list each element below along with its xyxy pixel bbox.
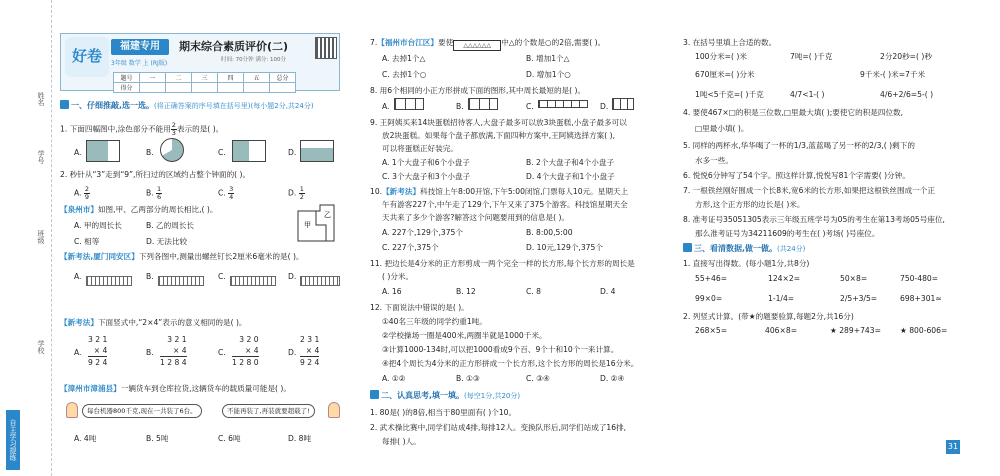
q11-stem-line1: 11. 把边长是4分米的正方形剪成一两个完全一样的长方形,每个长方形的周长是 (370, 259, 635, 268)
fill-q3-item: 1吨<5千克=( )千克 (695, 90, 764, 99)
q10-stem-line3: 天共来了多少个游客?解答这个问题要用到的信息是( )。 (382, 213, 570, 222)
fill-q3-item: 2分20秒=( )秒 (880, 52, 932, 61)
q12-statement-2: ②学校操场一圈是400米,两圈半就是1000千米。 (382, 331, 547, 340)
fill-q8-line1: 8. 准考证号35051305表示三年级五班学号为05的考生在第13考场05号座位, (683, 215, 945, 224)
q3-stem: 【泉州市】如图,甲、乙两部分的周长相比,( )。 (60, 205, 218, 214)
q7-stem: 7.【福州市台江区】要使 △△△△△△ 中△的个数是○的2倍,需要( )。 (370, 38, 606, 49)
exam-title: 期末综合素质评价(二) (179, 40, 289, 53)
q12-option-c[interactable]: C. ③④ (526, 374, 550, 383)
student-id-label: 学号 (37, 150, 45, 164)
q8-figure-c (538, 100, 588, 108)
q7-option-c[interactable]: C. 去掉1个○ (382, 70, 427, 79)
q12-stem: 12. 下面说法中错误的是( )。 (370, 303, 469, 312)
q4-ruler-c (230, 276, 276, 286)
q9-stem-line3: 可以将蛋糕正好装完。 (382, 144, 458, 153)
q4-ruler-b (158, 276, 204, 286)
q12-statement-3: ③计算1000-134时,可以把1000看成9个百、9个十和10个一来计算。 (382, 345, 619, 354)
page-number: 31 (946, 440, 960, 454)
score-row-label: 得分 (114, 83, 140, 93)
score-table (113, 72, 296, 93)
q1-figure-a (86, 140, 120, 162)
q5-calc-a: 3 2 1 × 4 9 2 4 (88, 335, 108, 367)
q6-speech-bubble-1: 每台机器800千克,现在一共装了6台。 (82, 404, 202, 418)
fill-q3-item: 9千米-( )米=7千米 (860, 70, 926, 79)
q1-stem: 1. 下面四幅图中,涂色部分不能用 $\frac{2}{3}$ 表示的是( )。 (60, 121, 224, 137)
q6-stem: 【漳州市漳浦县】一辆货车到仓库拉货,这辆货车的载质量可能是( )。 (60, 384, 291, 393)
score-header: 二 (166, 73, 192, 83)
q12-option-b[interactable]: B. ①③ (456, 374, 480, 383)
score-header: 一 (140, 73, 166, 83)
calc-q2-stem: 2. 列竖式计算。(带★的题要验算,每题2分,共16分) (683, 312, 854, 321)
score-cell[interactable] (270, 83, 296, 93)
q1-option-b[interactable]: B. (146, 148, 154, 157)
q3-label-yi: 乙 (324, 211, 331, 219)
q4-option-c[interactable]: C. (218, 272, 226, 281)
section-2-title: 二、认真思考,填一填。(每空1分,共20分) (370, 390, 520, 402)
fill-q3-item: 7吨=( )千克 (790, 52, 833, 61)
score-header: 三 (192, 73, 218, 83)
fill-q2-line1: 2. 武术操比赛中,同学们站成4排,每排12人。变换队形后,同学们站成了16排, (370, 423, 627, 432)
q6-option-d[interactable]: D. 8吨 (288, 434, 312, 443)
brand-logo: 好卷 (65, 37, 109, 77)
q12-option-a[interactable]: A. ①② (382, 374, 406, 383)
calc-item: 2/5+3/5= (840, 294, 878, 303)
q8-figure-b (468, 98, 498, 110)
q9-stem-line1: 9. 王阿姨买来14块蛋糕招待客人,大盘子最多可以放3块蛋糕,小盘子最多可以 (370, 118, 627, 127)
grade-subtitle: 3年级 数学 上 (RJ版) (111, 60, 168, 67)
q9-option-d[interactable]: D. 4个大盘子和1个小盘子 (526, 172, 615, 181)
q10-option-b[interactable]: B. 8:00,5:00 (526, 228, 573, 237)
q11-option-b[interactable]: B. 12 (456, 287, 476, 296)
q4-option-b[interactable]: B. (146, 272, 154, 281)
q6-speech-bubble-2: 不能再装了,再装就要超载了! (222, 404, 315, 418)
q10-option-a[interactable]: A. 227个,129个,375个 (382, 228, 463, 237)
q1-figure-b (160, 138, 184, 162)
q8-option-d[interactable]: D. (600, 102, 609, 111)
score-cell[interactable] (140, 83, 166, 93)
q12-statement-4: ④把4个周长为4分米的正方形拼成一个长方形,这个长方形的周长是16分米。 (382, 359, 639, 368)
q11-option-d[interactable]: D. 4 (600, 287, 616, 296)
q8-stem: 8. 用6个相同的小正方形拼成下面的图形,其中周长最短的是( )。 (370, 86, 586, 95)
q1-option-d[interactable]: D. (288, 148, 297, 157)
q2-option-a[interactable]: A. $\frac{2}{9}$ (74, 185, 90, 201)
q5-stem: 【新考法】下面竖式中,“2×4”表示的意义相同的是( )。 (60, 318, 247, 327)
q1-figure-d (300, 140, 334, 162)
q8-option-b[interactable]: B. (456, 102, 464, 111)
fill-q3-item: 100分米=( )米 (695, 52, 747, 61)
fill-q3-item: 4/7<1-( ) (790, 90, 825, 99)
calc-item: 99×0= (695, 294, 723, 303)
class-label: 班级 (37, 230, 45, 244)
fill-q1: 1. 80是( )的8倍,相当于80里面有( )个10。 (370, 408, 517, 417)
calc-item: 124×2= (768, 274, 801, 283)
q8-option-a[interactable]: A. (382, 102, 390, 111)
q2-option-d[interactable]: D. $\frac{1}{2}$ (288, 185, 304, 201)
q1-fraction: $\frac{2}{3}$ (171, 121, 176, 137)
section-1-title: 一、仔细推敲,选一选。(将正确答案的序号填在括号里)(每小题2分,共24分) (60, 100, 314, 112)
q6-option-a[interactable]: A. 4吨 (74, 434, 97, 443)
fill-q3-stem: 3. 在括号里填上合适的数。 (683, 38, 777, 47)
qr-code-icon (315, 37, 337, 59)
calc-item: 1-1/4= (768, 294, 795, 303)
name-label: 姓名 (37, 92, 45, 106)
fill-q8-line2: 那么准考证号为34211609的考生在( )考场( )号座位。 (695, 229, 880, 238)
q7-option-b[interactable]: B. 增加1个△ (526, 54, 570, 63)
fill-q7-line1: 7. 一根铁丝刚好围成一个长8米,宽6米的长方形,如果把这根铁丝围成一个正 (683, 186, 935, 195)
q10-stem-line1: 10.【新考法】科技馆上午8:00开馆,下午5:00闭馆,门票每人10元。星期天上 (370, 187, 629, 196)
q5-option-c[interactable]: C. (218, 348, 226, 357)
exam-header (60, 33, 340, 91)
school-label: 学校 (37, 340, 45, 354)
score-header: 总分 (270, 73, 296, 83)
q12-statement-1: ①40名三年级的同学约重1吨。 (382, 317, 487, 326)
q11-option-a[interactable]: A. 16 (382, 287, 402, 296)
q3-figure (296, 203, 336, 243)
calc-q1-stem: 1. 直接写出得数。(每小题1分,共8分) (683, 259, 810, 268)
score-cell[interactable] (218, 83, 244, 93)
q2-option-b[interactable]: B. $\frac{1}{6}$ (146, 185, 162, 201)
q8-option-c[interactable]: C. (526, 102, 534, 111)
q11-stem-line2: ( )分米。 (382, 272, 414, 281)
q10-option-c[interactable]: C. 227个,375个 (382, 243, 439, 252)
score-header: 题号 (114, 73, 140, 83)
q2-option-c[interactable]: C. $\frac{3}{4}$ (218, 185, 234, 201)
q9-option-a[interactable]: A. 1个大盘子和6个小盘子 (382, 158, 470, 167)
q4-stem: 【新考法,厦门同安区】下列各图中,测量出螺丝钉长2厘米6毫米的是( )。 (60, 252, 304, 261)
section-3-title: 三、看清数据,做一做。(共24分) (683, 243, 805, 255)
calc-item: 698+301≈ (900, 294, 942, 303)
q6-option-b[interactable]: B. 5吨 (146, 434, 169, 443)
q5-option-b[interactable]: B. (146, 348, 154, 357)
q5-calc-c: 3 2 0 × 4 1 2 8 0 (232, 335, 259, 367)
person-icon (66, 402, 78, 418)
fill-q5-line1: 5. 同样的两杯水,华华喝了一杯的1/3,蓝蓝喝了另一杯的2/3,( )剩下的 (683, 141, 915, 150)
section-icon (683, 243, 692, 252)
q4-ruler-a (86, 276, 132, 286)
score-header: 四 (218, 73, 244, 83)
score-cell[interactable] (192, 83, 218, 93)
person-icon (328, 402, 340, 418)
q3-option-c[interactable]: C. 相等 (74, 237, 100, 246)
q4-ruler-d (300, 276, 340, 286)
side-brand-block: 自主学习提练 (6, 410, 20, 470)
calc-item: 55+46= (695, 274, 728, 283)
q1-figure-c (232, 140, 266, 162)
vertical-calc-item: ★ 800-606= (900, 326, 948, 335)
q5-calc-d: 2 3 1 × 4 9 2 4 (300, 335, 320, 367)
q9-option-c[interactable]: C. 3个大盘子和3个小盘子 (382, 172, 471, 181)
q7-option-a[interactable]: A. 去掉1个△ (382, 54, 426, 63)
q11-option-c[interactable]: C. 8 (526, 287, 541, 296)
section-icon (60, 100, 69, 109)
fill-q4-line1: 4. 要使467×□的积是三位数,□里最大填( );要使它的积是四位数, (683, 108, 904, 117)
q8-figure-a (394, 98, 424, 110)
q9-stem-line2: 放2块蛋糕。如果每个盘子都放满,下面四种方案中,王阿姨选择方案( ), (382, 131, 616, 140)
q8-figure-d (612, 98, 634, 110)
q3-label-jia: 甲 (304, 221, 311, 229)
exam-meta: 时间: 70分钟 满分: 100分 (221, 57, 286, 63)
q10-stem-line2: 午有游客227个,中午走了129个,下午又来了375个游客。科技馆星期天全 (382, 200, 628, 209)
q12-option-d[interactable]: D. ②④ (600, 374, 625, 383)
q6-option-c[interactable]: C. 6吨 (218, 434, 241, 443)
score-header: 五 (244, 73, 270, 83)
region-badge: 福建专用 (111, 39, 169, 55)
score-cell[interactable] (244, 83, 270, 93)
calc-item: 50×8= (840, 274, 868, 283)
fill-q3-item: 670厘米=( )分米 (695, 70, 755, 79)
q7-option-d[interactable]: D. 增加1个○ (526, 70, 571, 79)
fill-q3-item: 4/6+2/6=5-( ) (880, 90, 934, 99)
q9-option-b[interactable]: B. 2个大盘子和4个小盘子 (526, 158, 615, 167)
fill-q2-line2: 每排( )人。 (382, 437, 421, 446)
section-icon (370, 390, 379, 399)
q3-option-a[interactable]: A. 甲的周长长 (74, 221, 122, 230)
fill-q4-line2: □里最小填( )。 (695, 124, 749, 133)
q1-option-c[interactable]: C. (218, 148, 226, 157)
q1-option-a[interactable]: A. (74, 148, 82, 157)
q2-stem: 2. 秒针从“3”走到“9”,所扫过的区域约占整个钟面的( )。 (60, 170, 251, 179)
binding-strip (0, 0, 52, 476)
q3-option-b[interactable]: B. 乙的周长长 (146, 221, 195, 230)
q5-calc-b: 3 2 1 × 4 1 2 8 4 (160, 335, 187, 367)
q10-option-d[interactable]: D. 10元,129个,375个 (526, 243, 603, 252)
q7-shape-box: △△△△△△ (453, 40, 501, 51)
fill-q7-line2: 方形,这个正方形的边长是( )米。 (695, 200, 805, 209)
q5-option-d[interactable]: D. (288, 348, 297, 357)
score-cell[interactable] (166, 83, 192, 93)
calc-item: 750-480= (900, 274, 939, 283)
q5-option-a[interactable]: A. (74, 348, 82, 357)
fill-q5-line2: 水多一些。 (695, 156, 733, 165)
vertical-calc-item: 406×8= (765, 326, 798, 335)
q4-option-d[interactable]: D. (288, 272, 297, 281)
vertical-calc-item: 268×5= (695, 326, 728, 335)
q3-option-d[interactable]: D. 无法比较 (146, 237, 188, 246)
vertical-calc-item: ★ 289+743= (830, 326, 881, 335)
q4-option-a[interactable]: A. (74, 272, 82, 281)
fill-q6: 6. 悦悦6分钟写了54个字。照这样计算,悦悦写81个字需要( )分钟。 (683, 171, 910, 180)
